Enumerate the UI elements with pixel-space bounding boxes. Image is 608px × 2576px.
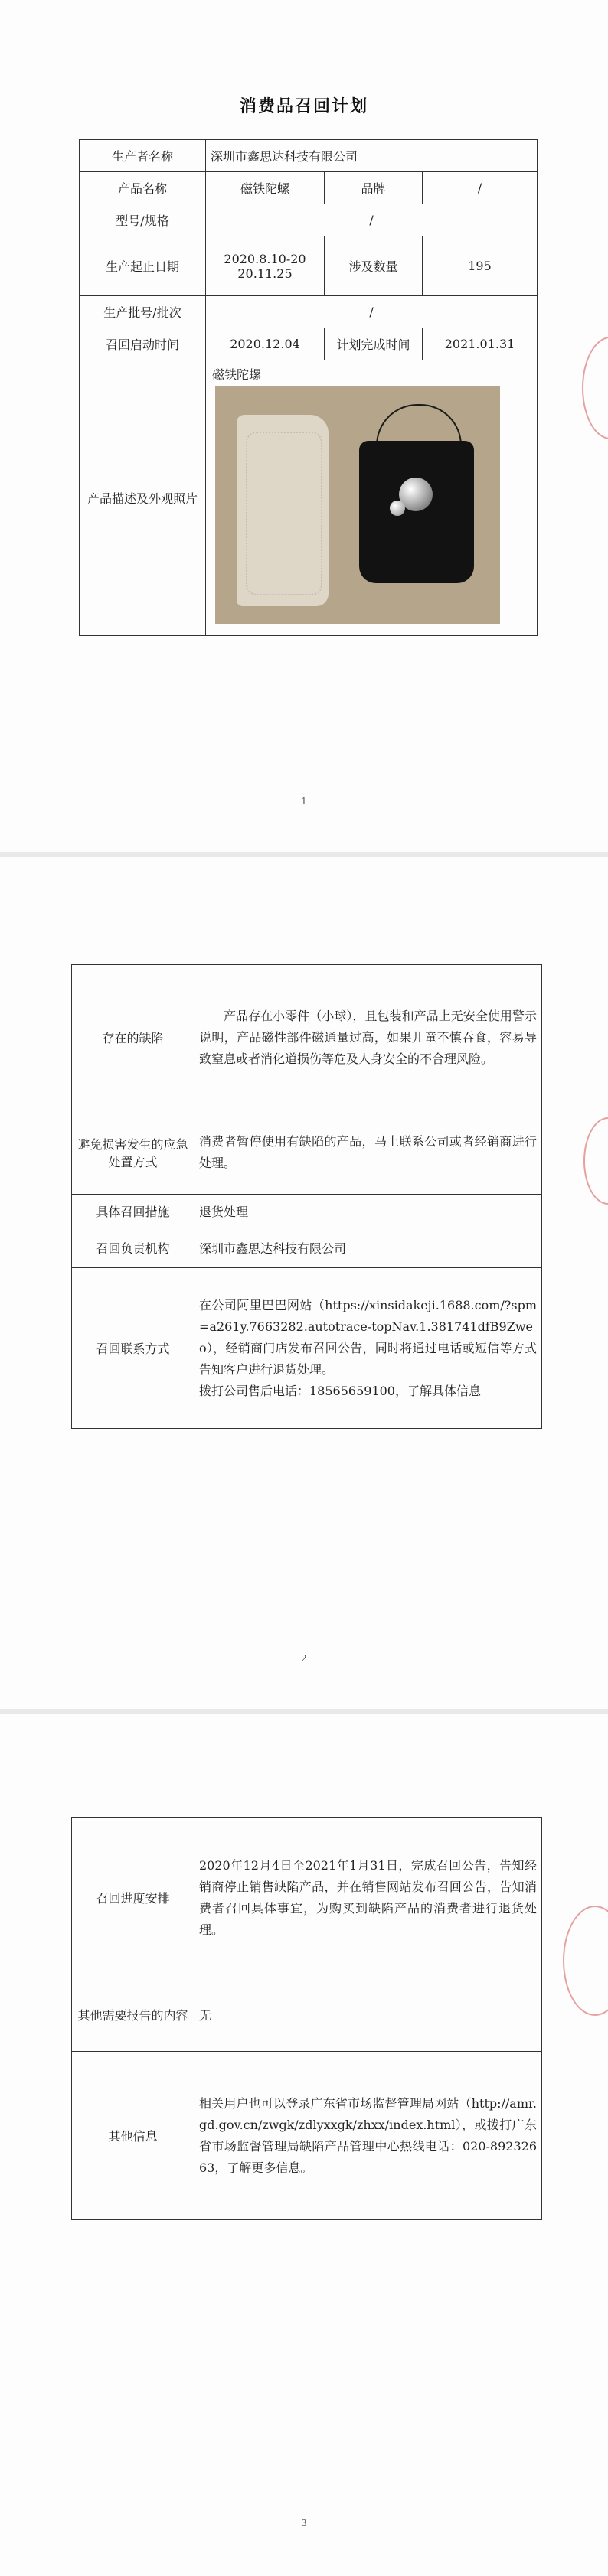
recall-start-value: 2020.12.04 (206, 328, 325, 360)
brand-label: 品牌 (325, 172, 423, 204)
measures-label: 具体召回措施 (72, 1195, 194, 1228)
seal-stamp (563, 1906, 608, 2016)
producer-label: 生产者名称 (80, 140, 206, 172)
recall-schedule-table (71, 1817, 542, 2220)
seal-stamp (583, 1117, 608, 1205)
page-number: 2 (301, 1653, 307, 1664)
emergency-label: 避免损害发生的应急处置方式 (72, 1110, 194, 1195)
batch-value: / (206, 296, 538, 328)
seal-stamp (582, 337, 608, 439)
page-3 (0, 1714, 608, 2576)
page-1 (0, 0, 608, 852)
progress-label: 召回进度安排 (72, 1818, 194, 1978)
contact-label: 召回联系方式 (72, 1268, 194, 1429)
recall-info-table (79, 139, 538, 636)
plan-end-label: 计划完成时间 (325, 328, 423, 360)
org-label: 召回负责机构 (72, 1228, 194, 1268)
batch-label: 生产批号/批次 (80, 296, 206, 328)
photo-caption: 磁铁陀螺 (212, 367, 262, 382)
page-number: 3 (301, 2518, 307, 2529)
plan-end-value: 2021.01.31 (423, 328, 538, 360)
emergency-value: 消费者暂停使用有缺陷的产品，马上联系公司或者经销商进行处理。 (194, 1110, 542, 1195)
contact-phone: 拨打公司售后电话：18565659100，了解具体信息 (199, 1383, 481, 1398)
other-info-label: 其他信息 (72, 2052, 194, 2220)
page-2 (0, 857, 608, 1709)
model-label: 型号/规格 (80, 204, 206, 236)
small-ball-image (390, 501, 405, 516)
defect-value: 产品存在小零件（小球），且包装和产品上无安全使用警示说明，产品磁性部件磁通量过高，如果儿童不慎吞食，容易导致窒息或者消化道损伤等危及人身安全的不合理风险。 (194, 965, 542, 1110)
product-name-label: 产品名称 (80, 172, 206, 204)
page-separator (0, 1709, 608, 1714)
recall-measures-table (71, 964, 542, 1429)
prod-date-value (206, 236, 325, 296)
prod-date-line-2: 20.11.25 (237, 266, 293, 281)
photo-label: 产品描述及外观照片 (80, 360, 206, 636)
document-title: 消费品召回计划 (239, 97, 368, 116)
page-separator (0, 852, 608, 857)
page-number: 1 (301, 796, 307, 807)
mesh-pattern-image (246, 432, 322, 595)
contact-value (194, 1268, 542, 1429)
org-value: 深圳市鑫思达科技有限公司 (194, 1228, 542, 1268)
product-photo (215, 386, 500, 624)
other-report-value: 无 (194, 1978, 542, 2052)
recall-start-label: 召回启动时间 (80, 328, 206, 360)
other-info-value: 相关用户也可以登录广东省市场监督管理局网站（http://amr.gd.gov.cn/zwgk/zdlyxxgk/zhxx/index.html），或拨打广东省市场监督管理局缺陷产品管理中心热线电话：020-89232663，了解更多信息。 (194, 2052, 542, 2220)
prod-date-line-1: 2020.8.10-20 (224, 251, 306, 266)
other-report-label: 其他需要报告的内容 (72, 1978, 194, 2052)
progress-value: 2020年12月4日至2021年1月31日，完成召回公告，告知经销商停止销售缺陷产品，并在销售网站发布召回公告，告知消费者召回具体事宜，为购买到缺陷产品的消费者进行退货处理。 (194, 1818, 542, 1978)
photo-cell (206, 360, 538, 636)
prod-date-label: 生产起止日期 (80, 236, 206, 296)
quantity-label: 涉及数量 (325, 236, 423, 296)
defect-label: 存在的缺陷 (72, 965, 194, 1110)
quantity-value: 195 (423, 236, 538, 296)
measures-value: 退货处理 (194, 1195, 542, 1228)
brand-value: / (423, 172, 538, 204)
model-value: / (206, 204, 538, 236)
contact-text: 在公司阿里巴巴网站（https://xinsidakeji.1688.com/?spm=a261y.7663282.autotrace-topNav.1.381741dfB9Zweo），经销商门店发布召回公告，同时将通过电话或短信等方式告知客户进行退货处理。 (199, 1297, 537, 1377)
producer-value: 深圳市鑫思达科技有限公司 (206, 140, 538, 172)
product-name-value: 磁铁陀螺 (206, 172, 325, 204)
velvet-pouch-image (359, 441, 474, 583)
